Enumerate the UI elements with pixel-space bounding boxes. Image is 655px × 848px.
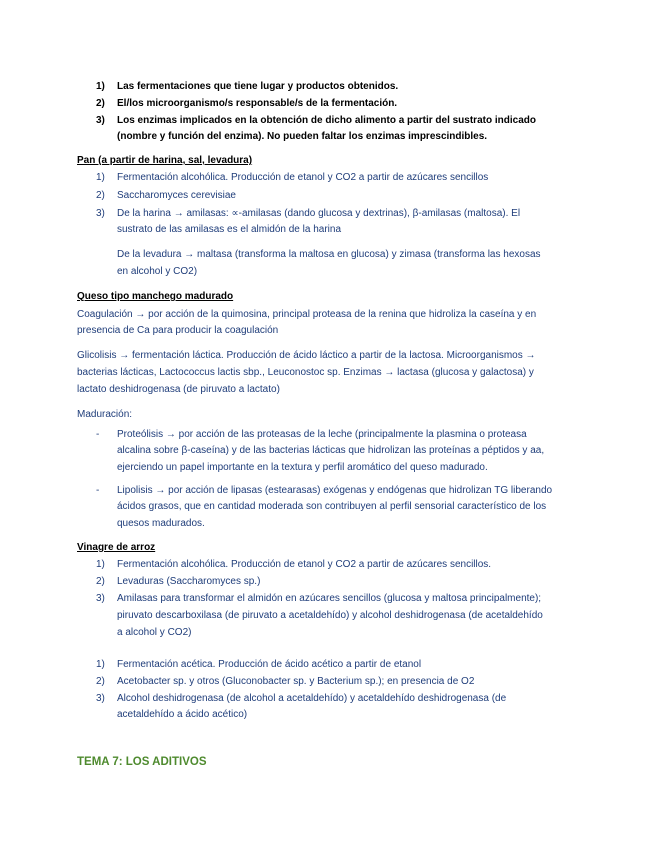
vinagre-b-item-3-line-2: acetaldehído a ácido acético) (117, 709, 248, 720)
queso-coag-line-1: Coagulación → por acción de la quimosina, principal proteasa de la renina que hidroliza la caseína y en (77, 309, 537, 320)
vinagre-b-item-3-line-1: Alcohol deshidrogenasa (de alcohol a acetaldehído) y acetaldehído deshidrogenasa (de (117, 693, 507, 704)
vinagre-a-item-3-line-2: piruvato descarboxilasa (de piruvato a acetaldehído) y alcohol deshidrogenasa (de acetaldehído (117, 610, 543, 621)
queso-coag-line-2: presencia de Ca para producir la coagulación (77, 325, 279, 336)
intro-num-2: 2) (96, 98, 105, 109)
vinagre-b-num-2: 2) (96, 676, 105, 687)
queso-bullet-2-marker: - (96, 485, 100, 496)
pan-item-3-line-1: De la harina → amilasas: ∝-amilasas (dando glucosa y dextrinas), β-amilasas (maltosa). El (117, 208, 521, 219)
vinagre-a-num-1: 1) (96, 559, 105, 570)
intro-item-1-line-1: Las fermentaciones que tiene lugar y productos obtenidos. (117, 81, 399, 92)
queso-maduracion-label: Maduración: (77, 409, 133, 420)
vinagre-a-item-2-line-1: Levaduras (Saccharomyces sp.) (117, 576, 261, 587)
vinagre-a-num-3: 3) (96, 593, 105, 604)
intro-item-2-line-1: El/los microorganismo/s responsable/s de la fermentación. (117, 98, 398, 109)
pan-num-1: 1) (96, 172, 105, 183)
queso-bullet-2-line-3: quesos madurados. (117, 518, 205, 529)
pan-num-2: 2) (96, 190, 105, 201)
queso-bullet-1-marker: - (96, 429, 100, 440)
intro-num-3: 3) (96, 115, 105, 126)
intro-item-3-line-2: (nombre y función del enzima). No pueden faltar los enzimas imprescindibles. (117, 131, 488, 142)
pan-extra-line-2: en alcohol y CO2) (117, 266, 198, 277)
pan-extra-line-1: De la levadura → maltasa (transforma la maltosa en glucosa) y zimasa (transforma las hexosas (117, 249, 541, 260)
intro-num-1: 1) (96, 81, 105, 92)
queso-gluc-line-1: Glicolisis → fermentación láctica. Producción de ácido láctico a partir de la lactosa. Microorganismos → (77, 350, 536, 361)
pan-item-1-line-1: Fermentación alcohólica. Producción de etanol y CO2 a partir de azúcares sencillos (117, 172, 489, 183)
queso-gluc-line-3: lactato deshidrogenasa (de piruvato a lactato) (77, 384, 280, 395)
vinagre-b-num-1: 1) (96, 659, 105, 670)
pan-item-3-line-2: sustrato de las amilasas es el almidón de la harina (117, 224, 342, 235)
vinagre-b-num-3: 3) (96, 693, 105, 704)
queso-bullet-1-line-3: ejerciendo un papel importante en la textura y perfil aromático del queso madurado. (117, 462, 488, 473)
intro-item-3-line-1: Los enzimas implicados en la obtención de dicho alimento a partir del sustrato indicado (117, 115, 536, 126)
vinagre-a-item-1-line-1: Fermentación alcohólica. Producción de etanol y CO2 a partir de azúcares sencillos. (117, 559, 492, 570)
pan-item-2-line-1: Saccharomyces cerevisiae (117, 190, 236, 201)
pan-num-3: 3) (96, 208, 105, 219)
vinagre-b-item-2-line-1: Acetobacter sp. y otros (Gluconobacter sp. y Bacterium sp.); en presencia de O2 (117, 676, 475, 687)
tema-heading: TEMA 7: LOS ADITIVOS (77, 756, 207, 768)
section-heading-queso: Queso tipo manchego madurado (77, 291, 234, 302)
vinagre-a-item-3-line-1: Amilasas para transformar el almidón en azúcares sencillos (glucosa y maltosa principalmente); (117, 593, 542, 604)
queso-gluc-line-2: bacterias lácticas, Lactococcus lactis sbp., Leuconostoc sp. Enzimas → lactasa (glucosa y galactosa) y (77, 367, 534, 378)
section-heading-vinagre: Vinagre de arroz (77, 542, 156, 553)
section-heading-pan: Pan (a partir de harina, sal, levadura) (77, 155, 253, 166)
vinagre-a-num-2: 2) (96, 576, 105, 587)
queso-bullet-2-line-1: Lipolisis → por acción de lipasas (estearasas) exógenas y endógenas que hidrolizan TG liberando (117, 485, 553, 496)
vinagre-a-item-3-line-3: a alcohol y CO2) (117, 627, 192, 638)
queso-bullet-1-line-1: Proteólisis → por acción de las proteasas de la leche (principalmente la plasmina o proteasa (117, 429, 527, 440)
vinagre-b-item-1-line-1: Fermentación acética. Producción de ácido acético a partir de etanol (117, 659, 422, 670)
queso-bullet-2-line-2: ácidos grasos, que en cantidad moderada son contribuyen al perfil sensorial característico de los (117, 501, 547, 512)
queso-bullet-1-line-2: alcalina sobre β-caseína) y de las bacterias lácticas que hidrolizan las proteínas a péptidos y aa, (117, 445, 545, 456)
